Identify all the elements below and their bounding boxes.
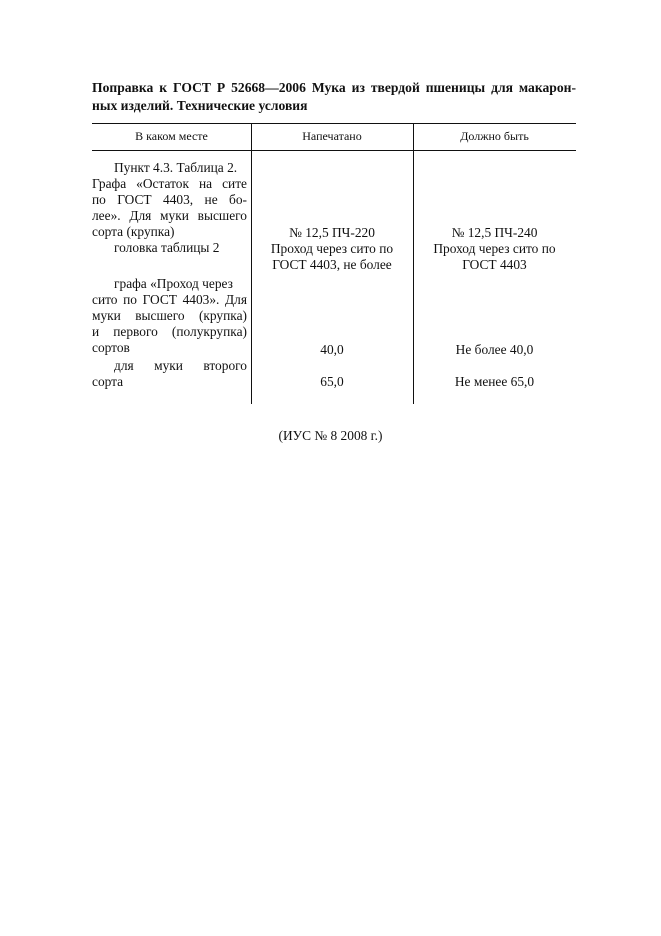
location-line: головка таблицы 2 <box>114 240 220 255</box>
title-line-1: Поправка к ГОСТ Р 52668—2006 Мука из твердой пшеницы для макарон- <box>92 80 576 95</box>
title-line-2: ных изделий. Технические условия <box>92 98 308 113</box>
should-be-cell-row3: Не менее 65,0 <box>454 374 535 389</box>
printed-cell-row1 <box>251 225 413 273</box>
location-cell-row3 <box>92 358 247 390</box>
printed-cell-row3: 65,0 <box>320 374 344 389</box>
location-line: муки высшего (крупка) <box>92 308 247 323</box>
location-line: сортов <box>92 340 130 355</box>
printed-line: ГОСТ 4403, не более <box>272 257 392 272</box>
location-line: графа «Проход через <box>114 276 233 291</box>
table-top-rule <box>92 123 576 124</box>
should-be-cell-row2: Не более 40,0 <box>455 342 534 357</box>
header-printed: Напечатано <box>302 129 362 143</box>
printed-line: Проход через сито по <box>270 241 394 256</box>
document-title <box>92 79 576 115</box>
source-reference: (ИУС № 8 2008 г.) <box>278 428 383 443</box>
location-line: Пункт 4.3. Таблица 2. <box>114 160 238 175</box>
should-be-line: Проход через сито по <box>433 241 556 256</box>
location-cell-row1 <box>92 160 247 256</box>
location-line: сорта (крупка) <box>92 224 175 239</box>
header-where: В каком месте <box>135 129 208 143</box>
printed-cell-row2: 40,0 <box>320 342 344 357</box>
should-be-line: № 12,5 ПЧ-240 <box>451 225 538 240</box>
location-line: Графа «Остаток на сите <box>92 176 247 191</box>
location-line: сорта <box>92 374 124 389</box>
should-be-line: ГОСТ 4403 <box>462 257 527 272</box>
location-line: сито по ГОСТ 4403». Для <box>92 292 247 307</box>
location-line: для муки второго <box>114 358 247 373</box>
header-should-be: Должно быть <box>460 129 529 143</box>
location-cell-row2 <box>92 276 247 356</box>
location-line: по ГОСТ 4403, не бо- <box>92 192 247 207</box>
location-line: и первого (полукрупка) <box>92 324 247 339</box>
location-line: лее». Для муки высшего <box>92 208 247 223</box>
should-be-cell-row1 <box>413 225 576 273</box>
printed-line: № 12,5 ПЧ-220 <box>289 225 375 240</box>
table-header-rule <box>92 150 576 151</box>
